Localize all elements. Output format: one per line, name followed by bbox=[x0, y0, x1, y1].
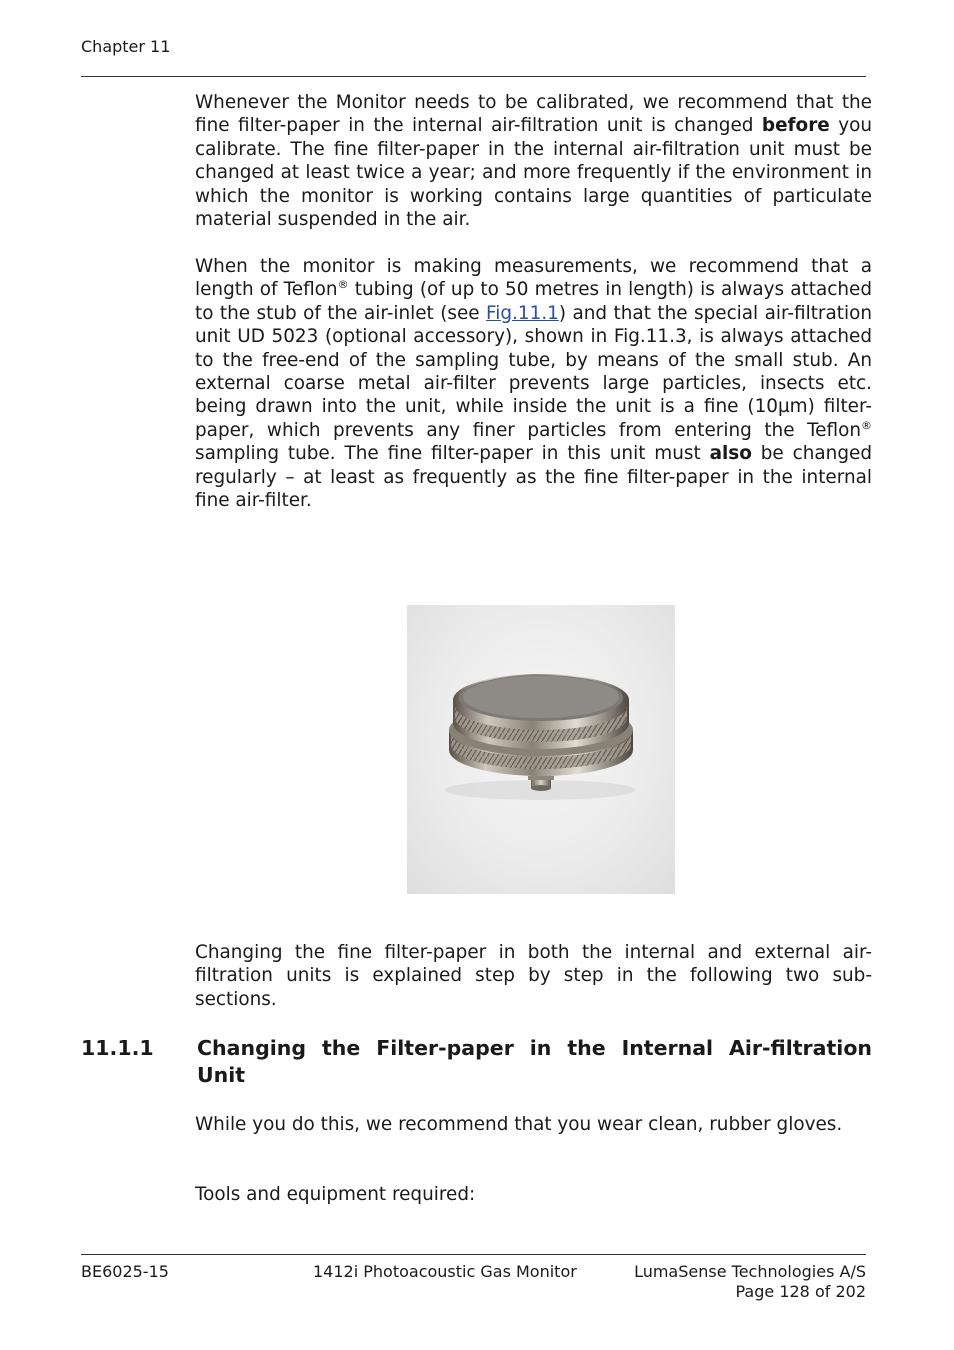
text-run: tubing (of up to 50 metres in length) is always attached to the stub of the air-inlet (see bbox=[195, 279, 872, 324]
section-number: 11.1.1 bbox=[81, 1036, 154, 1060]
bold-before: before bbox=[761, 115, 830, 137]
text-run: While you do this, we recommend that you wear clean, rubber gloves. bbox=[195, 1114, 843, 1135]
text-run: When the monitor is making measurements, we recommend that a length of Teflon bbox=[195, 256, 872, 301]
paragraph-tools bbox=[195, 1183, 872, 1206]
registered-mark: ® bbox=[337, 278, 349, 292]
text-run: be changed regularly – at least as frequently as the fine filter-paper in the internal fine air-filter. bbox=[195, 443, 872, 512]
header-rule bbox=[81, 76, 866, 77]
filter-unit-illustration bbox=[407, 605, 675, 894]
paragraph-gloves bbox=[195, 1113, 872, 1136]
footer-rule bbox=[81, 1254, 866, 1255]
text-run: ) and that the special air-filtration unit UD 5023 (optional accessory), shown in Fig.11.3, is always attached to the free-end of the sampling tube, by means of the small stub. An external coarse metal air-filter prevents large particles, insects etc. being drawn into the unit, while inside the unit is a fine (10µm) filter-paper, which prevents any finer particles from entering the Teflon bbox=[195, 302, 872, 441]
text-run: Whenever the Monitor needs to be calibrated, we recommend that the fine filter-paper in the internal air-filtration unit is changed bbox=[195, 92, 872, 137]
text-run: Tools and equipment required: bbox=[195, 1184, 476, 1205]
footer-page-number: Page 128 of 202 bbox=[735, 1282, 866, 1301]
section-title: Changing the Filter-paper in the Internal Air-filtration Unit bbox=[197, 1036, 872, 1087]
paragraph-subsections bbox=[195, 941, 872, 1011]
paragraph-teflon-tubing bbox=[195, 255, 872, 512]
footer-product: 1412i Photoacoustic Gas Monitor bbox=[313, 1262, 577, 1281]
text-run: you calibrate. The fine filter-paper in the internal air-filtration unit must be changed at least twice a year; and more frequently if the environment in which the monitor is working contains large quantities of particulate material suspended in the air. bbox=[195, 115, 872, 231]
text-run: Changing the fine filter-paper in both the internal and external air-filtration units is explained step by step in the following two sub-sections. bbox=[195, 942, 872, 1010]
bold-also: also bbox=[709, 443, 752, 465]
footer-doc-id: BE6025-15 bbox=[81, 1262, 169, 1281]
footer-company: LumaSense Technologies A/S bbox=[634, 1262, 866, 1281]
footer-company-page bbox=[634, 1262, 866, 1302]
fig-11-1-link[interactable]: Fig.11.1 bbox=[486, 302, 559, 324]
filter-unit-photo bbox=[407, 605, 675, 894]
registered-mark: ® bbox=[861, 418, 872, 432]
paragraph-calibration bbox=[195, 91, 872, 231]
text-run: sampling tube. The fine filter-paper in this unit must bbox=[195, 443, 710, 465]
chapter-header: Chapter 11 bbox=[81, 37, 171, 56]
